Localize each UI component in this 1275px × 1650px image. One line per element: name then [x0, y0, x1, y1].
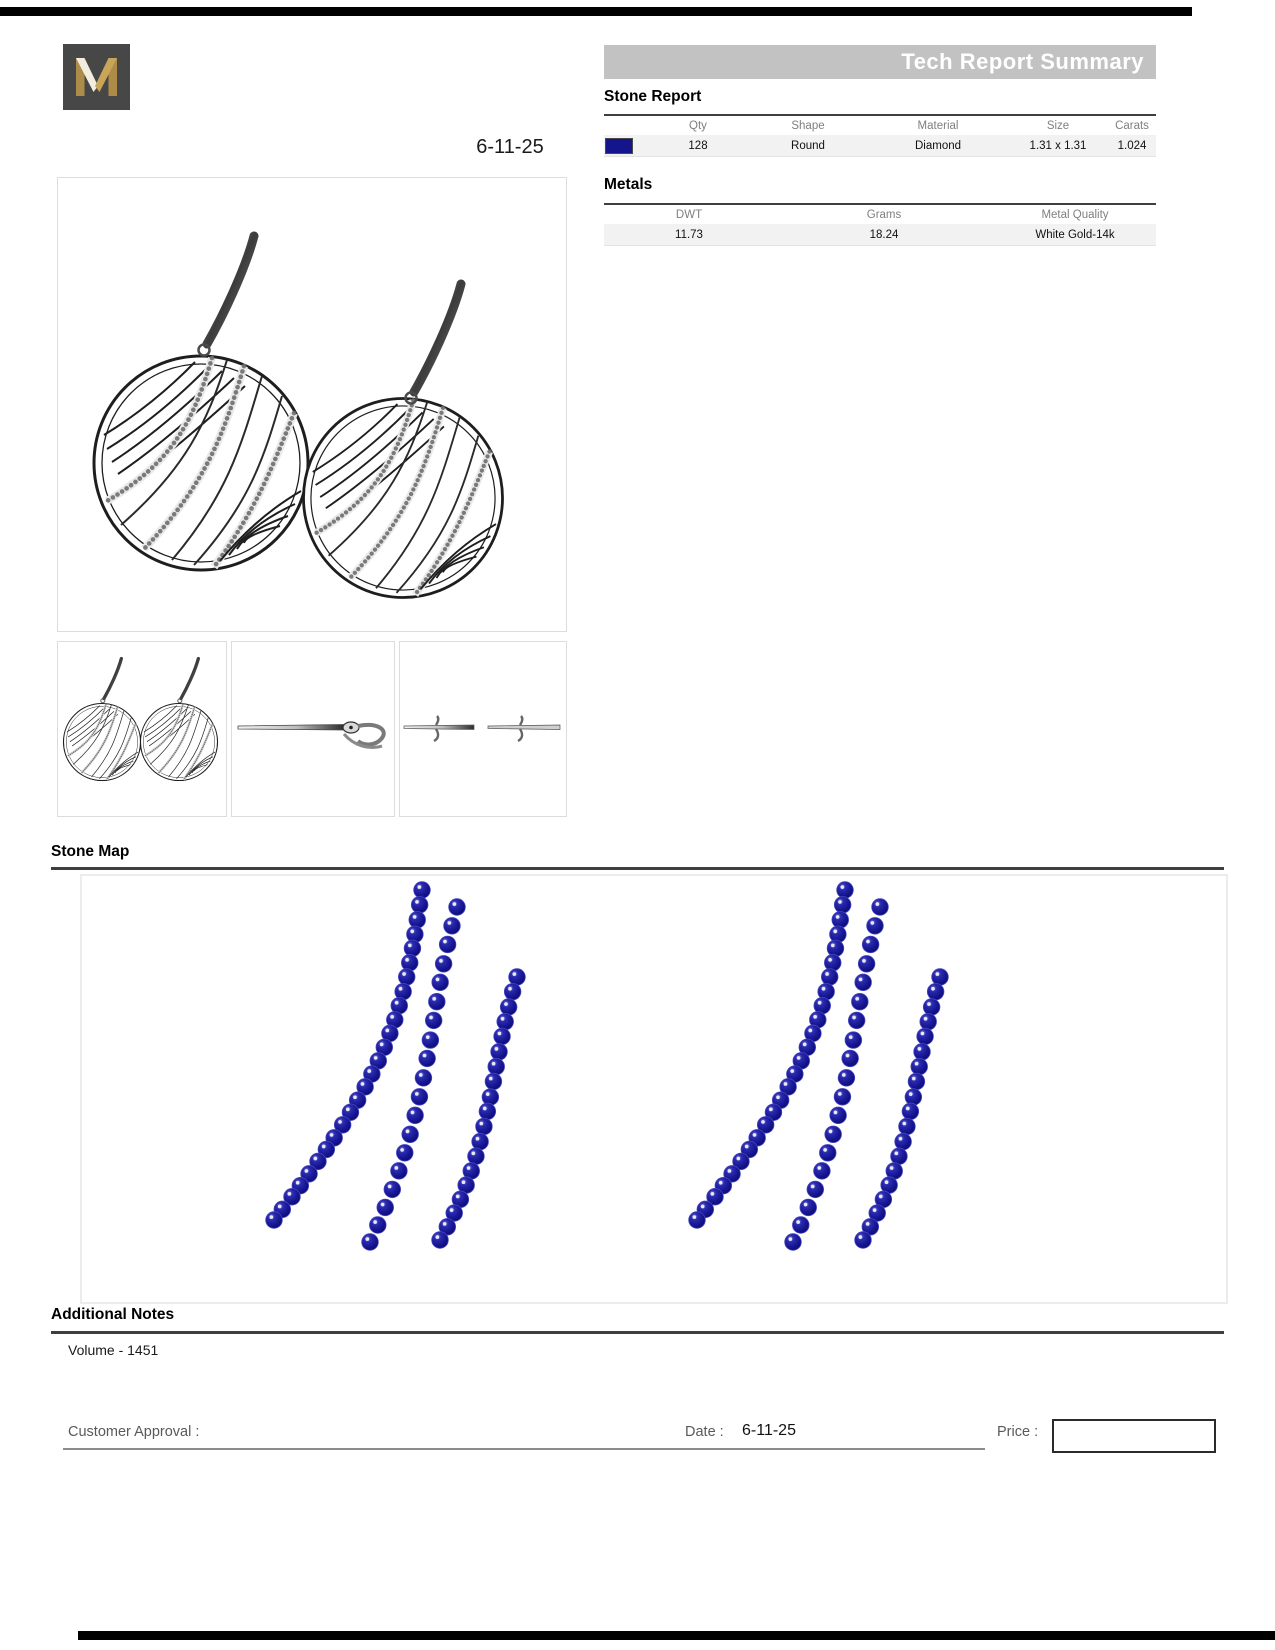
thumb-edge-views [399, 641, 567, 817]
logo-m-icon [63, 44, 130, 110]
grams-value: 18.24 [869, 228, 899, 241]
volume-note: Volume - 1451 [68, 1342, 159, 1358]
col-carats: Carats [1115, 120, 1149, 132]
price-input-box[interactable] [1052, 1419, 1216, 1453]
col-grams: Grams [866, 209, 902, 221]
qty-value: 128 [688, 139, 708, 152]
stone-map-box [80, 874, 1228, 1304]
stone-map-beads [82, 876, 1226, 1302]
thumb-side-view [231, 641, 395, 817]
material-value: Diamond [914, 139, 962, 152]
approval-date-label: Date : [685, 1424, 724, 1440]
brand-logo [63, 44, 130, 110]
additional-notes-rule [51, 1331, 1224, 1334]
metal-quality-value: White Gold-14k [1035, 228, 1115, 241]
thumb-front-view [57, 641, 227, 817]
metals-header-row [604, 207, 1156, 223]
approval-date-value: 6-11-25 [742, 1422, 796, 1439]
stone-report-row [604, 135, 1156, 157]
stone-map-rule [51, 867, 1224, 870]
stone-report-rule [604, 114, 1156, 116]
top-rule-bar [0, 7, 1192, 16]
dwt-value: 11.73 [675, 228, 703, 241]
shape-value: Round [791, 139, 825, 152]
stone-report-header-row [604, 118, 1156, 134]
col-metal-quality: Metal Quality [1041, 209, 1109, 221]
design-date: 6-11-25 [476, 136, 544, 158]
thumb-front-image [58, 642, 224, 814]
stone-color-swatch [604, 138, 648, 154]
customer-approval-label: Customer Approval : [68, 1424, 200, 1440]
approval-underline [63, 1448, 985, 1450]
price-label: Price : [997, 1424, 1039, 1440]
size-value: 1.31 x 1.31 [1029, 139, 1087, 152]
report-title-bar [604, 45, 1156, 79]
earrings-render-image [58, 178, 566, 631]
col-material: Material [917, 120, 959, 132]
metals-rule [604, 203, 1156, 205]
metals-heading: Metals [604, 176, 653, 193]
report-title: Tech Report Summary [901, 49, 1144, 74]
stone-report-heading: Stone Report [604, 88, 702, 105]
col-dwt: DWT [675, 209, 703, 221]
thumb-side-image [232, 642, 392, 814]
col-size: Size [1046, 120, 1070, 132]
metals-row [604, 224, 1156, 246]
col-qty: Qty [689, 120, 707, 132]
col-shape: Shape [791, 120, 825, 132]
additional-notes-heading: Additional Notes [51, 1306, 175, 1323]
carats-value: 1.024 [1117, 139, 1147, 152]
thumb-edge-image [400, 642, 564, 814]
main-render-box [57, 177, 567, 632]
stone-map-heading: Stone Map [51, 843, 130, 860]
bottom-rule-bar [78, 1631, 1275, 1640]
